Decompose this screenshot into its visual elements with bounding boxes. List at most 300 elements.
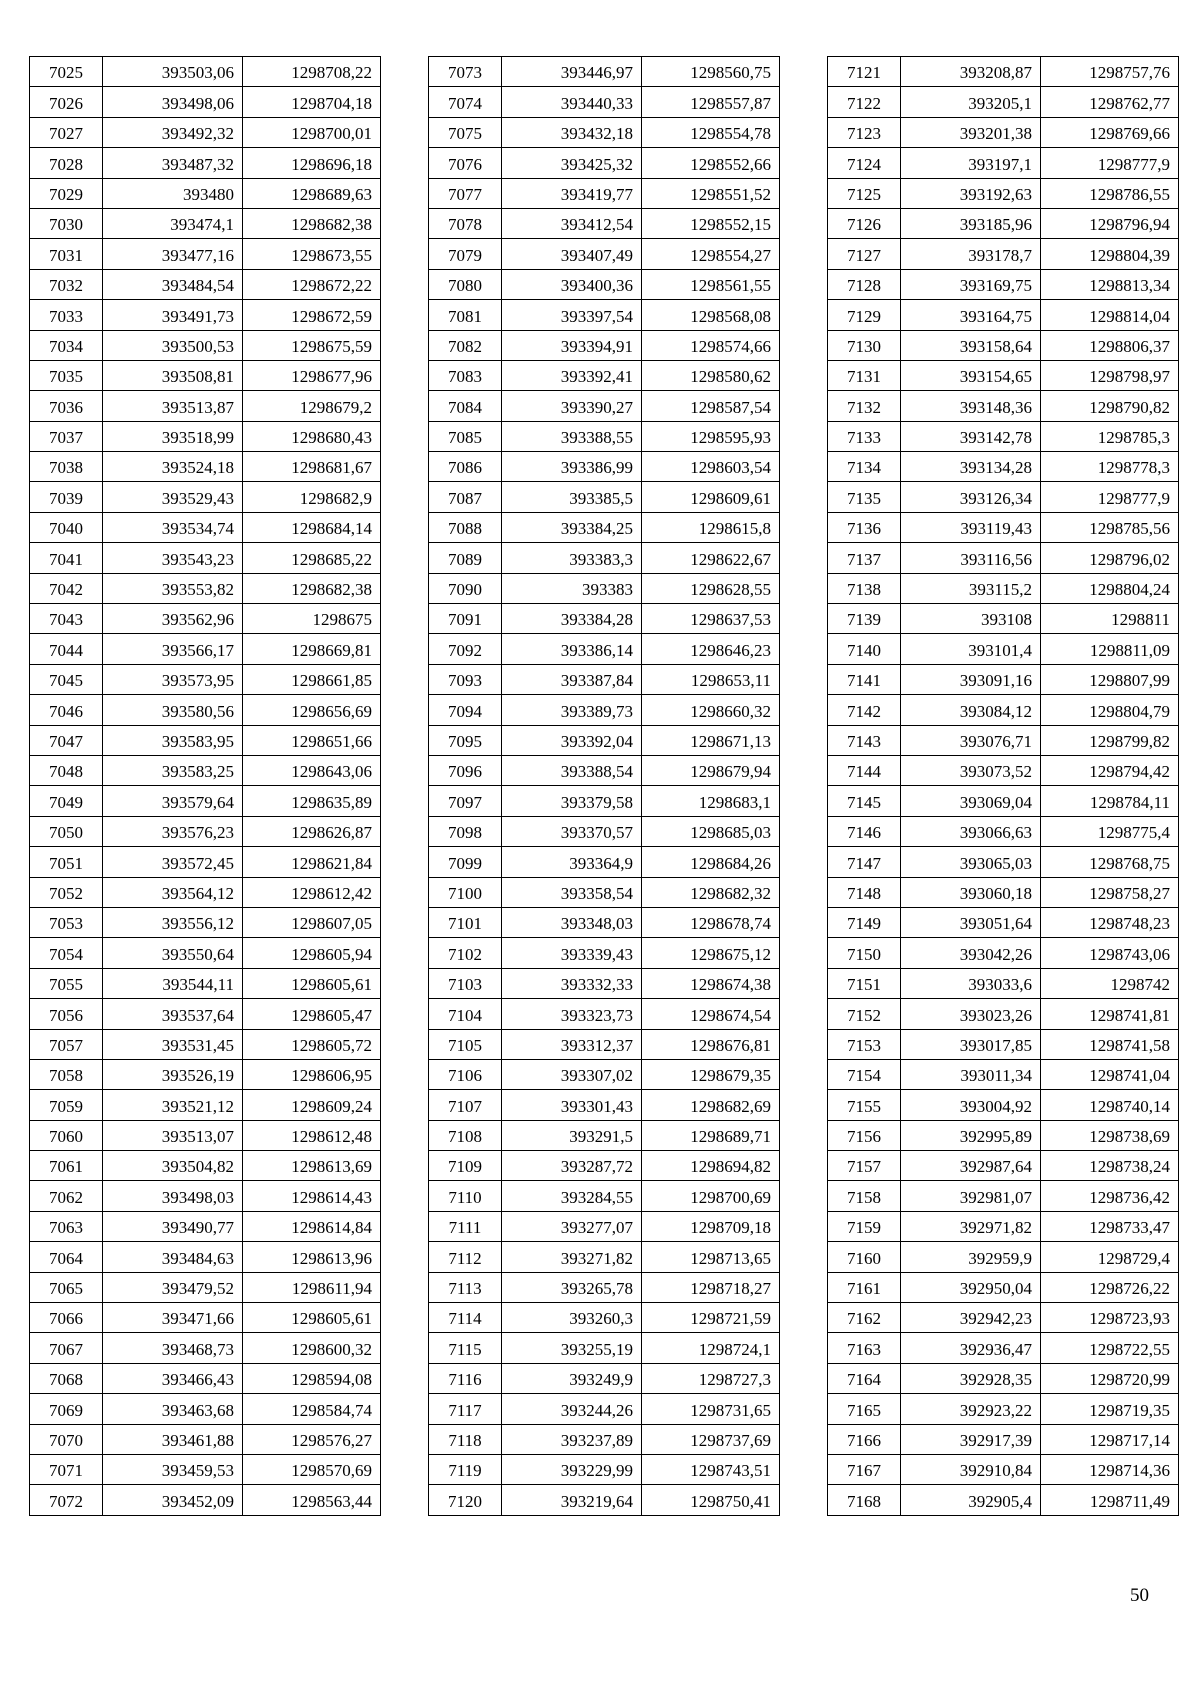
point-number-cell: 7036 [30,391,103,421]
point-number-cell: 7081 [429,300,502,330]
y-coordinate-cell: 1298584,74 [243,1394,381,1424]
y-coordinate-cell: 1298611,94 [243,1272,381,1302]
y-coordinate-cell: 1298614,84 [243,1211,381,1241]
point-number-cell: 7131 [828,360,901,390]
x-coordinate-cell: 393101,4 [901,634,1041,664]
point-number-cell: 7058 [30,1059,103,1089]
point-number-cell: 7110 [429,1181,502,1211]
table-row [828,239,1179,269]
point-number-cell: 7089 [429,543,502,573]
y-coordinate-cell: 1298717,14 [1041,1424,1179,1454]
table-row [429,664,780,694]
point-number-cell: 7128 [828,269,901,299]
y-coordinate-cell: 1298711,49 [1041,1485,1179,1515]
coordinates-table-1 [29,56,381,1516]
x-coordinate-cell: 393065,03 [901,847,1041,877]
x-coordinate-cell: 393583,25 [103,755,243,785]
x-coordinate-cell: 392987,64 [901,1151,1041,1181]
table-row [30,725,381,755]
x-coordinate-cell: 392959,9 [901,1242,1041,1272]
y-coordinate-cell: 1298676,81 [642,1029,780,1059]
y-coordinate-cell: 1298682,38 [243,208,381,238]
x-coordinate-cell: 393392,04 [502,725,642,755]
point-number-cell: 7044 [30,634,103,664]
x-coordinate-cell: 393229,99 [502,1454,642,1484]
table-row [828,1424,1179,1454]
y-coordinate-cell: 1298729,4 [1041,1242,1179,1272]
table-row [828,1181,1179,1211]
point-number-cell: 7035 [30,360,103,390]
table-row [429,452,780,482]
y-coordinate-cell: 1298612,48 [243,1120,381,1150]
x-coordinate-cell: 393271,82 [502,1242,642,1272]
table-row [429,208,780,238]
x-coordinate-cell: 393301,43 [502,1090,642,1120]
y-coordinate-cell: 1298637,53 [642,604,780,634]
table-row [429,604,780,634]
table-row [828,907,1179,937]
point-number-cell: 7100 [429,877,502,907]
point-number-cell: 7066 [30,1303,103,1333]
x-coordinate-cell: 393332,33 [502,968,642,998]
table-row [429,999,780,1029]
y-coordinate-cell: 1298737,69 [642,1424,780,1454]
coordinates-table-2 [428,56,780,1516]
y-coordinate-cell: 1298587,54 [642,391,780,421]
y-coordinate-cell: 1298700,01 [243,117,381,147]
y-coordinate-cell: 1298762,77 [1041,87,1179,117]
x-coordinate-cell: 393407,49 [502,239,642,269]
table-row [429,512,780,542]
y-coordinate-cell: 1298804,24 [1041,573,1179,603]
y-coordinate-cell: 1298552,66 [642,148,780,178]
table-row [828,512,1179,542]
point-number-cell: 7086 [429,452,502,482]
table-row [30,421,381,451]
point-number-cell: 7059 [30,1090,103,1120]
x-coordinate-cell: 393192,63 [901,178,1041,208]
x-coordinate-cell: 393119,43 [901,512,1041,542]
table-row [828,1090,1179,1120]
point-number-cell: 7151 [828,968,901,998]
table-row [429,847,780,877]
y-coordinate-cell: 1298718,27 [642,1272,780,1302]
table-row [30,269,381,299]
table-row [429,57,780,87]
table-row [828,1211,1179,1241]
point-number-cell: 7091 [429,604,502,634]
table-row [828,1454,1179,1484]
table-row [30,300,381,330]
point-number-cell: 7126 [828,208,901,238]
table-row [828,1363,1179,1393]
table-row [30,148,381,178]
y-coordinate-cell: 1298811,09 [1041,634,1179,664]
point-number-cell: 7061 [30,1151,103,1181]
table-row [429,1059,780,1089]
x-coordinate-cell: 393142,78 [901,421,1041,451]
point-number-cell: 7147 [828,847,901,877]
y-coordinate-cell: 1298669,81 [243,634,381,664]
point-number-cell: 7153 [828,1029,901,1059]
table-row [429,938,780,968]
table-row [828,360,1179,390]
y-coordinate-cell: 1298673,55 [243,239,381,269]
point-number-cell: 7149 [828,907,901,937]
y-coordinate-cell: 1298609,24 [243,1090,381,1120]
point-number-cell: 7142 [828,695,901,725]
x-coordinate-cell: 393154,65 [901,360,1041,390]
y-coordinate-cell: 1298743,06 [1041,938,1179,968]
point-number-cell: 7063 [30,1211,103,1241]
table-row [429,178,780,208]
x-coordinate-cell: 393291,5 [502,1120,642,1150]
x-coordinate-cell: 393566,17 [103,634,243,664]
table-row [30,573,381,603]
x-coordinate-cell: 393364,9 [502,847,642,877]
point-number-cell: 7101 [429,907,502,937]
point-number-cell: 7085 [429,421,502,451]
point-number-cell: 7082 [429,330,502,360]
point-number-cell: 7104 [429,999,502,1029]
point-number-cell: 7133 [828,421,901,451]
y-coordinate-cell: 1298742 [1041,968,1179,998]
x-coordinate-cell: 393205,1 [901,87,1041,117]
point-number-cell: 7079 [429,239,502,269]
point-number-cell: 7108 [429,1120,502,1150]
x-coordinate-cell: 393388,55 [502,421,642,451]
x-coordinate-cell: 393518,99 [103,421,243,451]
x-coordinate-cell: 393004,92 [901,1090,1041,1120]
x-coordinate-cell: 393178,7 [901,239,1041,269]
point-number-cell: 7028 [30,148,103,178]
point-number-cell: 7137 [828,543,901,573]
y-coordinate-cell: 1298798,97 [1041,360,1179,390]
table-row [429,300,780,330]
point-number-cell: 7093 [429,664,502,694]
x-coordinate-cell: 393487,32 [103,148,243,178]
point-number-cell: 7095 [429,725,502,755]
y-coordinate-cell: 1298741,58 [1041,1029,1179,1059]
y-coordinate-cell: 1298724,1 [642,1333,780,1363]
x-coordinate-cell: 393479,52 [103,1272,243,1302]
point-number-cell: 7043 [30,604,103,634]
x-coordinate-cell: 393244,26 [502,1394,642,1424]
y-coordinate-cell: 1298682,38 [243,573,381,603]
table-row [828,1151,1179,1181]
point-number-cell: 7026 [30,87,103,117]
x-coordinate-cell: 393023,26 [901,999,1041,1029]
y-coordinate-cell: 1298681,67 [243,452,381,482]
y-coordinate-cell: 1298682,9 [243,482,381,512]
point-number-cell: 7092 [429,634,502,664]
table-row [429,1454,780,1484]
x-coordinate-cell: 393500,53 [103,330,243,360]
y-coordinate-cell: 1298807,99 [1041,664,1179,694]
table-row [30,57,381,87]
y-coordinate-cell: 1298794,42 [1041,755,1179,785]
x-coordinate-cell: 393017,85 [901,1029,1041,1059]
y-coordinate-cell: 1298685,22 [243,543,381,573]
table-row [429,269,780,299]
point-number-cell: 7065 [30,1272,103,1302]
point-number-cell: 7111 [429,1211,502,1241]
x-coordinate-cell: 393564,12 [103,877,243,907]
table-row [828,178,1179,208]
point-number-cell: 7096 [429,755,502,785]
y-coordinate-cell: 1298675 [243,604,381,634]
x-coordinate-cell: 393394,91 [502,330,642,360]
y-coordinate-cell: 1298614,43 [243,1181,381,1211]
table-row [429,968,780,998]
point-number-cell: 7083 [429,360,502,390]
x-coordinate-cell: 393513,07 [103,1120,243,1150]
point-number-cell: 7045 [30,664,103,694]
x-coordinate-cell: 393529,43 [103,482,243,512]
table-row [30,1333,381,1363]
point-number-cell: 7164 [828,1363,901,1393]
x-coordinate-cell: 393400,36 [502,269,642,299]
y-coordinate-cell: 1298769,66 [1041,117,1179,147]
y-coordinate-cell: 1298678,74 [642,907,780,937]
point-number-cell: 7152 [828,999,901,1029]
point-number-cell: 7025 [30,57,103,87]
y-coordinate-cell: 1298568,08 [642,300,780,330]
point-number-cell: 7106 [429,1059,502,1089]
table-row [828,148,1179,178]
y-coordinate-cell: 1298576,27 [243,1424,381,1454]
point-number-cell: 7115 [429,1333,502,1363]
y-coordinate-cell: 1298580,62 [642,360,780,390]
x-coordinate-cell: 392917,39 [901,1424,1041,1454]
point-number-cell: 7090 [429,573,502,603]
y-coordinate-cell: 1298778,3 [1041,452,1179,482]
x-coordinate-cell: 393498,03 [103,1181,243,1211]
table-row [30,360,381,390]
x-coordinate-cell: 393446,97 [502,57,642,87]
point-number-cell: 7027 [30,117,103,147]
point-number-cell: 7087 [429,482,502,512]
y-coordinate-cell: 1298736,42 [1041,1181,1179,1211]
table-row [30,512,381,542]
x-coordinate-cell: 393544,11 [103,968,243,998]
table-row [828,269,1179,299]
y-coordinate-cell: 1298613,69 [243,1151,381,1181]
x-coordinate-cell: 393490,77 [103,1211,243,1241]
point-number-cell: 7080 [429,269,502,299]
y-coordinate-cell: 1298796,02 [1041,543,1179,573]
x-coordinate-cell: 393033,6 [901,968,1041,998]
y-coordinate-cell: 1298696,18 [243,148,381,178]
point-number-cell: 7162 [828,1303,901,1333]
x-coordinate-cell: 393553,82 [103,573,243,603]
table-row [429,1333,780,1363]
table-row [429,391,780,421]
point-number-cell: 7050 [30,816,103,846]
point-number-cell: 7160 [828,1242,901,1272]
table-row [30,87,381,117]
y-coordinate-cell: 1298719,35 [1041,1394,1179,1424]
point-number-cell: 7042 [30,573,103,603]
point-number-cell: 7158 [828,1181,901,1211]
table-row [30,604,381,634]
table-row [828,87,1179,117]
point-number-cell: 7139 [828,604,901,634]
x-coordinate-cell: 393477,16 [103,239,243,269]
table-row [429,907,780,937]
table-row [429,1303,780,1333]
x-coordinate-cell: 392910,84 [901,1454,1041,1484]
y-coordinate-cell: 1298721,59 [642,1303,780,1333]
table-row [30,1242,381,1272]
y-coordinate-cell: 1298594,08 [243,1363,381,1393]
x-coordinate-cell: 393385,5 [502,482,642,512]
table-row [828,421,1179,451]
table-row [30,1485,381,1515]
table-row [429,1181,780,1211]
x-coordinate-cell: 393116,56 [901,543,1041,573]
x-coordinate-cell: 393412,54 [502,208,642,238]
x-coordinate-cell: 392971,82 [901,1211,1041,1241]
table-row [30,938,381,968]
point-number-cell: 7163 [828,1333,901,1363]
x-coordinate-cell: 393390,27 [502,391,642,421]
table-row [828,1120,1179,1150]
y-coordinate-cell: 1298552,15 [642,208,780,238]
point-number-cell: 7088 [429,512,502,542]
point-number-cell: 7159 [828,1211,901,1241]
x-coordinate-cell: 393508,81 [103,360,243,390]
table-row [30,391,381,421]
y-coordinate-cell: 1298606,95 [243,1059,381,1089]
y-coordinate-cell: 1298733,47 [1041,1211,1179,1241]
table-row [429,148,780,178]
y-coordinate-cell: 1298784,11 [1041,786,1179,816]
x-coordinate-cell: 393579,64 [103,786,243,816]
table-row [30,1120,381,1150]
table-row [30,999,381,1029]
x-coordinate-cell: 393386,14 [502,634,642,664]
point-number-cell: 7077 [429,178,502,208]
table-row [30,117,381,147]
point-number-cell: 7041 [30,543,103,573]
y-coordinate-cell: 1298814,04 [1041,300,1179,330]
y-coordinate-cell: 1298651,66 [243,725,381,755]
point-number-cell: 7117 [429,1394,502,1424]
point-number-cell: 7073 [429,57,502,87]
x-coordinate-cell: 393562,96 [103,604,243,634]
y-coordinate-cell: 1298561,55 [642,269,780,299]
point-number-cell: 7047 [30,725,103,755]
y-coordinate-cell: 1298675,12 [642,938,780,968]
table-row [828,117,1179,147]
point-number-cell: 7140 [828,634,901,664]
x-coordinate-cell: 393389,73 [502,695,642,725]
point-number-cell: 7143 [828,725,901,755]
point-number-cell: 7094 [429,695,502,725]
table-row [429,755,780,785]
table-row [30,239,381,269]
y-coordinate-cell: 1298799,82 [1041,725,1179,755]
y-coordinate-cell: 1298813,34 [1041,269,1179,299]
table-row [828,968,1179,998]
x-coordinate-cell: 393386,99 [502,452,642,482]
y-coordinate-cell: 1298741,04 [1041,1059,1179,1089]
y-coordinate-cell: 1298560,75 [642,57,780,87]
x-coordinate-cell: 393208,87 [901,57,1041,87]
x-coordinate-cell: 393134,28 [901,452,1041,482]
point-number-cell: 7119 [429,1454,502,1484]
x-coordinate-cell: 393513,87 [103,391,243,421]
point-number-cell: 7057 [30,1029,103,1059]
x-coordinate-cell: 393323,73 [502,999,642,1029]
table-row [30,695,381,725]
table-row [429,421,780,451]
point-number-cell: 7118 [429,1424,502,1454]
y-coordinate-cell: 1298700,69 [642,1181,780,1211]
point-number-cell: 7078 [429,208,502,238]
x-coordinate-cell: 393255,19 [502,1333,642,1363]
y-coordinate-cell: 1298674,38 [642,968,780,998]
point-number-cell: 7113 [429,1272,502,1302]
x-coordinate-cell: 393556,12 [103,907,243,937]
y-coordinate-cell: 1298653,11 [642,664,780,694]
point-number-cell: 7165 [828,1394,901,1424]
y-coordinate-cell: 1298748,23 [1041,907,1179,937]
point-number-cell: 7121 [828,57,901,87]
y-coordinate-cell: 1298679,94 [642,755,780,785]
table-row [429,695,780,725]
point-number-cell: 7049 [30,786,103,816]
point-number-cell: 7116 [429,1363,502,1393]
y-coordinate-cell: 1298785,56 [1041,512,1179,542]
y-coordinate-cell: 1298738,69 [1041,1120,1179,1150]
y-coordinate-cell: 1298621,84 [243,847,381,877]
table-row [828,1394,1179,1424]
y-coordinate-cell: 1298607,05 [243,907,381,937]
y-coordinate-cell: 1298635,89 [243,786,381,816]
point-number-cell: 7076 [429,148,502,178]
x-coordinate-cell: 393011,34 [901,1059,1041,1089]
y-coordinate-cell: 1298685,03 [642,816,780,846]
y-coordinate-cell: 1298679,35 [642,1059,780,1089]
table-row [828,999,1179,1029]
y-coordinate-cell: 1298720,99 [1041,1363,1179,1393]
x-coordinate-cell: 393463,68 [103,1394,243,1424]
x-coordinate-cell: 393524,18 [103,452,243,482]
y-coordinate-cell: 1298723,93 [1041,1303,1179,1333]
x-coordinate-cell: 393492,32 [103,117,243,147]
y-coordinate-cell: 1298708,22 [243,57,381,87]
point-number-cell: 7145 [828,786,901,816]
x-coordinate-cell: 393169,75 [901,269,1041,299]
y-coordinate-cell: 1298722,55 [1041,1333,1179,1363]
point-number-cell: 7072 [30,1485,103,1515]
point-number-cell: 7098 [429,816,502,846]
table-row [828,1029,1179,1059]
table-row [30,208,381,238]
table-row [429,543,780,573]
x-coordinate-cell: 393521,12 [103,1090,243,1120]
x-coordinate-cell: 393185,96 [901,208,1041,238]
point-number-cell: 7161 [828,1272,901,1302]
table-row [30,1454,381,1484]
table-row [429,1120,780,1150]
point-number-cell: 7099 [429,847,502,877]
table-row [828,482,1179,512]
y-coordinate-cell: 1298682,69 [642,1090,780,1120]
table-row [429,117,780,147]
